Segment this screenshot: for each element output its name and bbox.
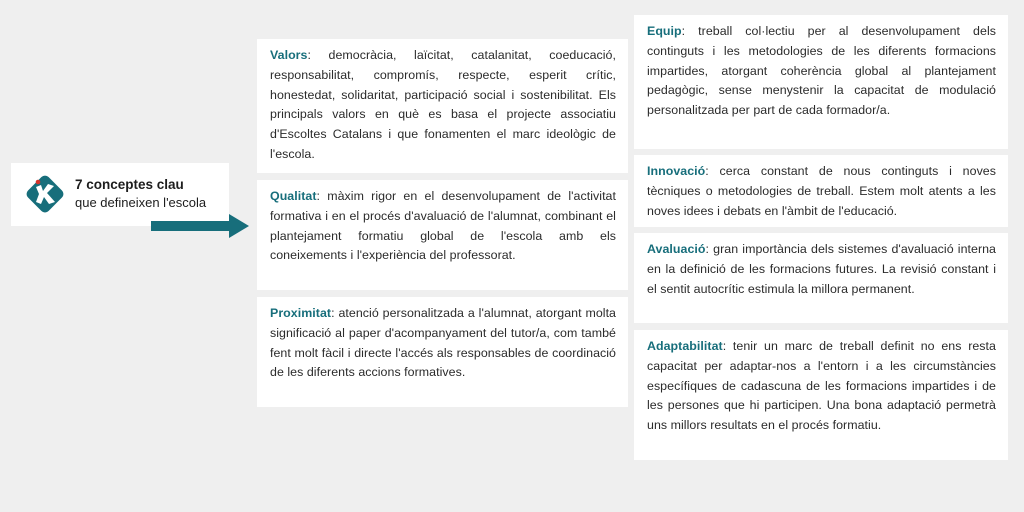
escoltes-catalans-logo-icon — [24, 173, 66, 215]
concept-card-valors — [257, 39, 628, 173]
concept-term: Avaluació — [647, 242, 706, 256]
concept-card-proximitat — [257, 297, 628, 407]
intro-title: 7 conceptes clau — [75, 177, 184, 192]
concept-description: : cerca constant de nous continguts i noves tècniques o metodologies de treball. Estem molt atents a les noves idees i debats en l'àmbit de l'educació. — [647, 164, 996, 218]
concept-card-adaptabilitat — [634, 330, 1008, 460]
concept-term: Equip — [647, 24, 682, 38]
concept-card-avaluacio — [634, 233, 1008, 323]
concept-description: : democràcia, laïcitat, catalanitat, coeducació, responsabilitat, compromís, respecte, esperit crític, honestedat, solidaritat, participació social i sostenibilitat. Els principals valors en què es basa el projecte associatiu d'Escoltes Catalans i que fonamenten el marc ideològic de l'escola. — [270, 48, 616, 161]
intro-subtitle: que defineixen l'escola — [75, 195, 207, 210]
concept-description: : treball col·lectiu per al desenvolupament dels continguts i les metodologies de les diferents formacions impartides, atorgant coherència global al plantejament pedagògic, sense menystenir la capacitat de modulació personalitzada per part de cada formador/a. — [647, 24, 996, 118]
concept-card-innovacio — [634, 155, 1008, 227]
concept-description: : gran importància dels sistemes d'avaluació interna en la definició de les formacions futures. La revisió constant i el sentit autocrític estimula la millora permanent. — [647, 242, 996, 296]
concept-description: : atenció personalitzada a l'alumnat, atorgant molta significació al paper d'acompanyament del tutor/a, com també fent molt fàcil i directe l'accés als responsables de coordinació de les diferents accions formatives. — [270, 306, 616, 380]
concept-card-equip — [634, 15, 1008, 149]
concept-term: Adaptabilitat — [647, 339, 723, 353]
concept-description: : màxim rigor en el desenvolupament de l'activitat formativa i en el procés d'avaluació de l'alumnat, combinant el plantejament formatiu global de l'escola amb els coneixements i l'experiència del professorat. — [270, 189, 616, 263]
concept-description: : tenir un marc de treball definit no ens resta capacitat per adaptar-nos a l'entorn i a les circumstàncies específiques de cadascuna de les formacions impartides i de les persones que hi participen. Una bona adaptació permetrà uns millors resultats en el procés formatiu. — [647, 339, 996, 433]
concept-term: Innovació — [647, 164, 706, 178]
concept-term: Proximitat — [270, 306, 332, 320]
right-arrow-icon — [151, 214, 249, 238]
concept-term: Qualitat — [270, 189, 317, 203]
concept-card-qualitat — [257, 180, 628, 290]
concept-term: Valors — [270, 48, 308, 62]
